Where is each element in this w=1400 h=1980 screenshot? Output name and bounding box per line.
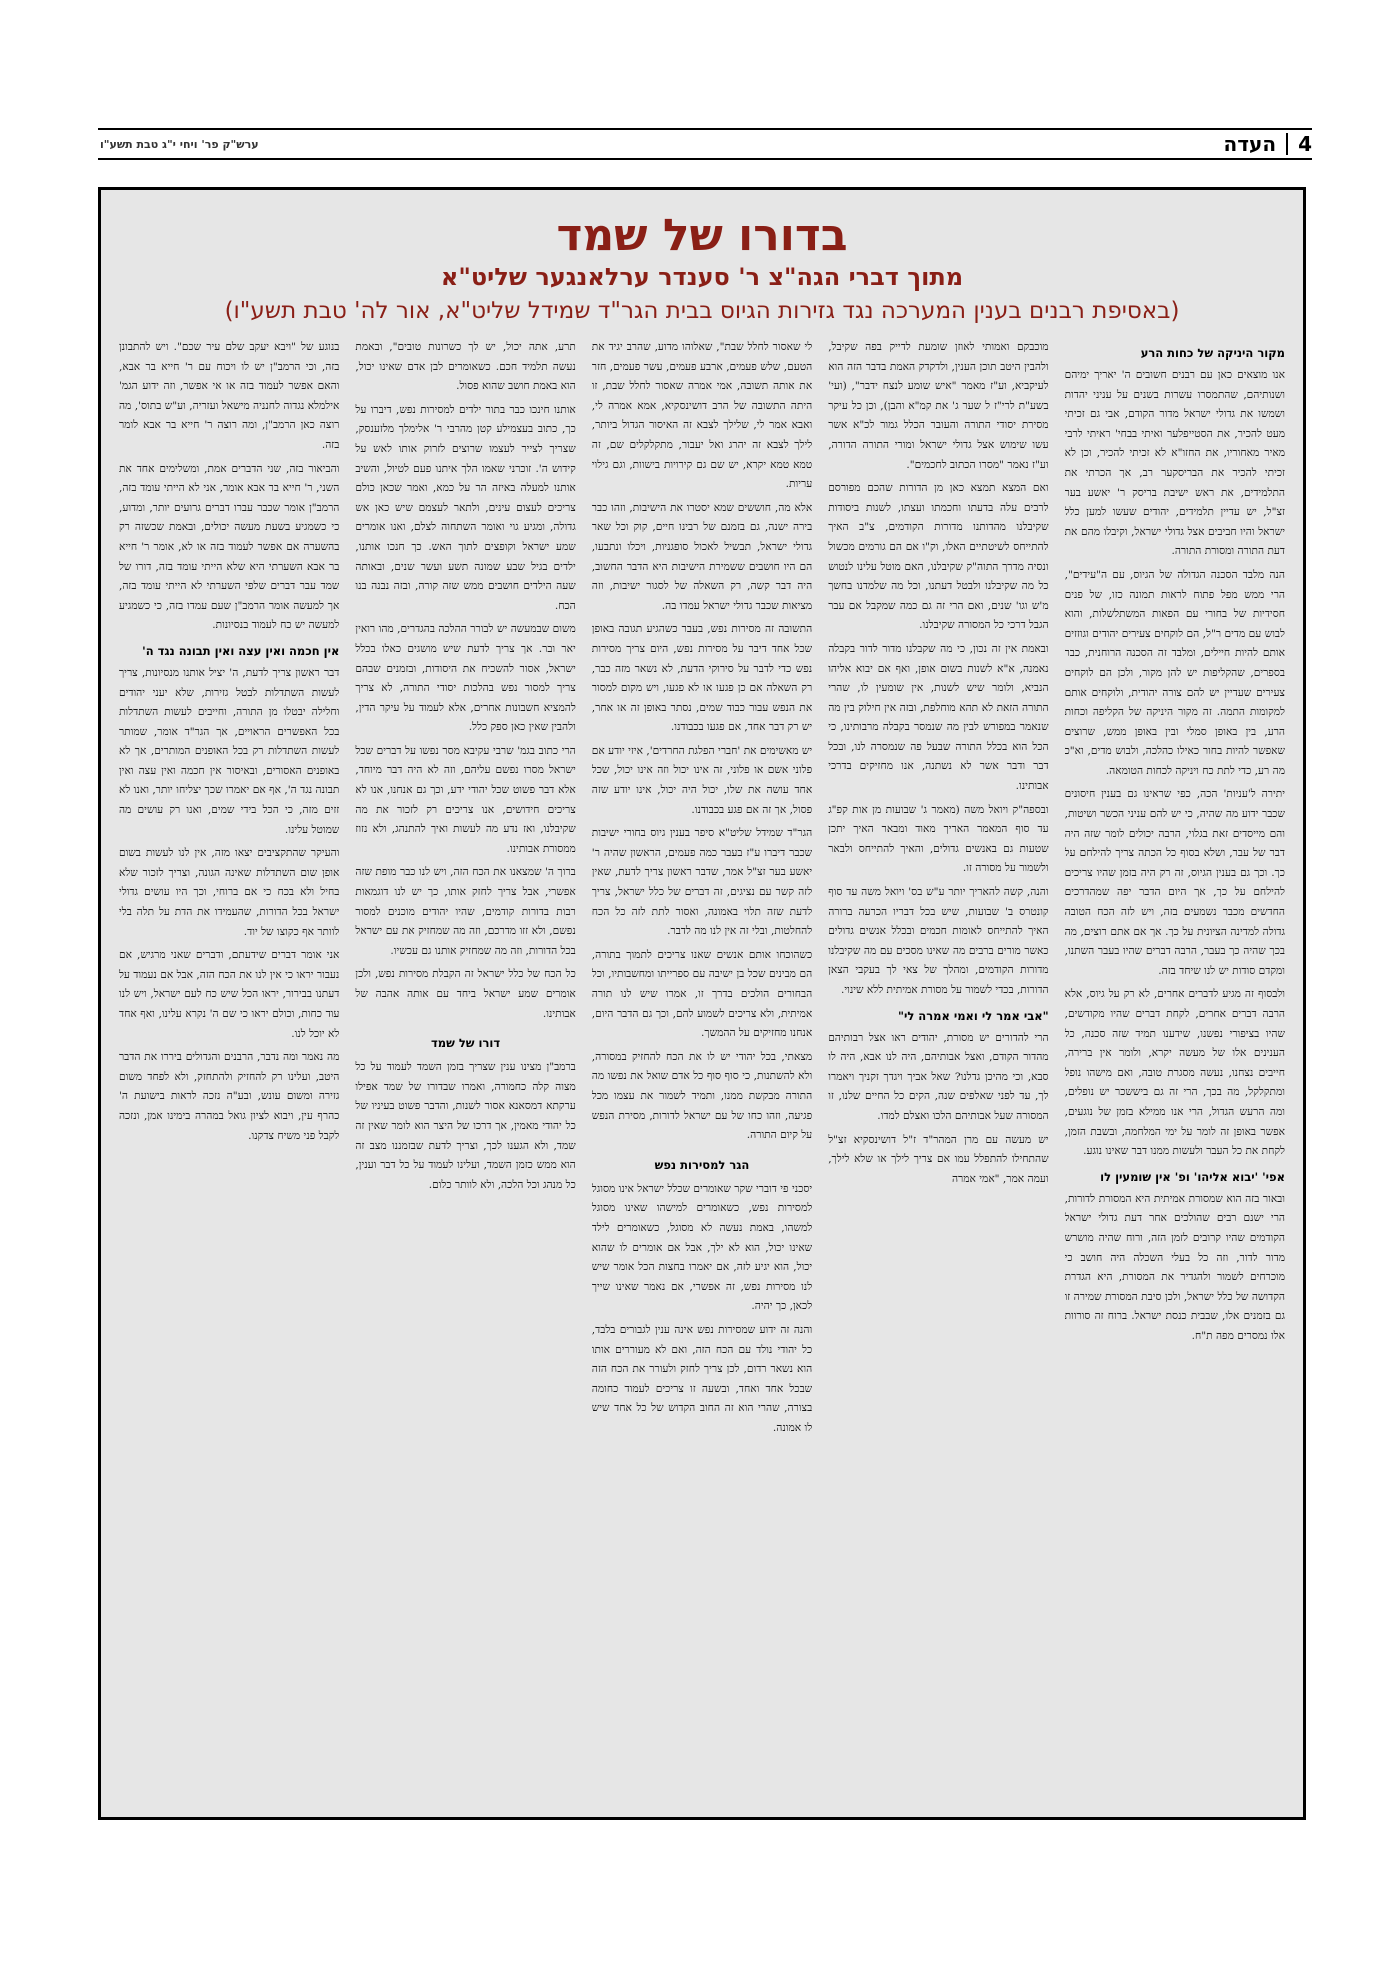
article-body	[119, 338, 1285, 1797]
article-column-2	[828, 338, 1048, 1797]
article-column-4	[355, 338, 575, 1797]
article-paragraph: והנה, קשה להאריך יותר ע"ש בס' ויואל משה עד סוף קונטרס ב' שבועות, שיש בכל דבריו הכרעה ברורה האיך להתייחס לאומות חכמים ובכלל אנשים גדולים כאשר מורים ברבים מה שאינו מסכים עם מה שקיבלנו מדורות הקודמים, ומהלך של צאי לך בעקבי הצאן הדורות, בכדי לשמור על מסורת אמיתית ללא שינוי.	[828, 886, 1049, 996]
article-paragraph: והביאור בזה, שני הדברים אמת, ומשלימים אחד את השני, ר' חייא בר אבא אומר, אני לא הייתי עומד בזה, הרמב"ן אומר שכבר עברו דברים גרועים יותר, ומדוע, כי כשמגיע בשעת מעשה יכולים, ובאמת שכשזה רק בהשערה אם אפשר לעמוד בזה או לא, אומר ר' חייא בר אבא השערתי היא שלא הייתי עומד בזה, דורו של שמד עבר דברים שלפי השערתי לא הייתי עומד בזה, אך למעשה אומר הרמב"ן שעם עמדו בזה, כי כשמגיע למעשה יש כח לעמוד בנסיונות.	[118, 462, 340, 632]
article-paragraph: והנה זה ידוע שמסירות נפש אינה ענין לגבורים בלבד, כל יהודי נולד עם הכח הזה, ואם לא מעוררים אותו הוא נשאר רדום, לכן צריך לחזק ולעורר את הכח הזה שבכל אחד ואחד, ובשעה זו צריכים לעמוד כחומה בצורה, שהרי הוא זה החוב הקדוש של כל אחד שיש לו אמונה.	[591, 1323, 813, 1434]
article-paragraph: ובספה"ק ויואל משה (מאמר ג' שבועות מן אות קפ"ג עד סוף המאמר האריך מאוד ומבאר האיך יתכן שטעות גם באנשים גדולים, והאיך להתייחס ולבאר ולשמור על מסורה זו.	[828, 803, 1049, 875]
article-paragraph: הרי להדורים יש מסורת, יהודים ראו אצל רבותיהם מהדור הקודם, ואצל אבותיהם, היה לנו אבא, היה לו סבא, וכי מהיכן גדלנו? שאל אביך ויגדך זקניך ויאמרו לך, עד לפני שאלפים שנה, הקים כל החיים שלנו, זו המסורה שעל אבותיהם הלכו ואצלם למדו.	[828, 1031, 1049, 1122]
article-paragraph: הרי כתוב בגמ' שרבי עקיבא מסר נפשו על דברים שכל ישראל מסרו נפשם עליהם, וזה לא היה דבר מיוחד, אלא דבר פשוט שכל יהודי ידע, וכך גם אנחנו, אנו לא צריכים חידושים, אנו צריכים רק לזכור את מה שקיבלנו, ואז נדע מה לעשות ואיך להתנהג, ולא נזוז ממסורת אבותינו.	[355, 744, 576, 855]
article-paragraph: הגר"ד שמידל שליט"א סיפר בענין גיוס בחורי ישיבות שכבר דיברו ע"ז בעבר כמה פעמים, הראשון שהיה ר' יאשע בער זצ"ל אמר, שדבר ראשון צריך לדעת, שאין לזה קשר עם נציגים, זה דברים של כלל ישראל, צריך לדעת שזה תלוי באמונה, ואסור לתת לזה כל הכח להחלטות, ובלי זה אין לנו מה לדבר.	[591, 827, 813, 938]
page-number: 4	[1298, 132, 1312, 156]
article-paragraph: יסכני פי דוברי שקר שאומרים שכלל ישראל אינו מסוגל למסירות נפש, כשאומרים למישהו שאינו מסוגל למשהו, באמת נעשה לא מסוגל, כשאומרים לילד שאינו יכול, הוא לא ילך, אבל אם אומרים לו שהוא יכול, הוא יגיע לזה, אם יאמרו בחצות הכל אומר שיש לנו מסירות נפש, זה אפשרי, אם נאמר שאינו שייך לכאן, כך יהיה.	[591, 1182, 813, 1313]
article-paragraph: אנו מוצאים כאן עם רבנים חשובים ה' יאריך ימיהם ושנותיהם, שהתמסרו עשרות בשנים על עניני יהדות ושמשו את גדולי ישראל מדור הקודם, אבי גם זכיתי מעט להכיר, את הסטייפלער ואיתי בבחי' ראיתי לרבי מאיר מאחוריו, את החזו"א לא זכיתי להכיר, וכן לא זכיתי להכיר את הבריסקער רב, אך הכרתי את התלמידים, את ראש ישיבת בריסק ר' יאשע בער זצ"ל, יש עדיין תלמידים, יהודים שעשו למען כלל ישראל והיו חביבים אצל גדולי ישראל, וקיבלו מהם את דעת התורה ומסורת התורה.	[1064, 369, 1285, 558]
article-paragraph: אלא מה, חוששים שמא יסטרו את הישיבות, וזהו כבר בירה ישנה, גם בזמנם של רבינו חיים, קוק וכל שאר גדולי ישראל, תבשיל לאכול סופגניות, ויכלו ונתבעו, הם היו חושבים ששמירת הישיבות היא הדבר החשוב, היה דבר קשה, רק השאלה של לסגור ישיבות, וזה מציאות שכבר גדולי ישראל עמדו בה.	[591, 501, 813, 612]
article-paragraph: ולבסוף זה מגיע לדברים אחרים, לא רק על גיוס, אלא הרבה דברים אחרים, לקחת דברים שהיו מקודשים, שהיו בציפורי נפשנו, שידענו תמיד שזה סכנה, כל הענינים אלו של מעשה יקרא, ולומר אין ברירה, חייבים נצחנו, נעשה מסגרת טובה, ואם מישהו נופל ומתקלקל, מה בכך, הרי זה גם ביששכר יש נופלים, ומה הרעש הגדול, הרי אנו ממילא בזמן של נוגעים, אפשר באופן זה לומר על ימי המלחמה, ובשבת הזמן, לקחת את כל העבר ולעשות ממנו דבר שאינו נוגע.	[1064, 988, 1285, 1158]
article-paragraph: הנה מלבד הסכנה הגדולה של הגיוס, עם ה"עידים", הרי ממש מפל פתוח לראות תמונה כזו, של פנים חסידיות של בחורי עם הפאות המשתלשלות, והוא לבוש עם מדים ר"ל, הם לוקחים צעירים יהודים וגוזזים אותם להיות חיילים, ומלבד זה הסכנה הרוחנית, כבר בספרים, שהקליפות יש להן מקור, ולכן הם לוקחים צעירים שעדיין יש להם צורה יהודית, ולוקחים אותם למקומות התמה. זה מקור היניקה של הקליפה וכחות הרע, בין באופן סמלי ובין באופן ממש, שרוצים שאפשר להיות בחור כאילו כהלכה, ולבוש מדים, וא"כ מה רע, כדי לתת כח ויניקה לכחות הטומאה.	[1064, 568, 1285, 777]
article-frame	[98, 187, 1306, 1820]
issue-date-line: ערש"ק פר' ויחי י"ג טבת תשע"ו	[100, 137, 259, 151]
article-paragraph: כל הכח של כלל ישראל זה הקבלת מסירות נפש, ולכן אומרים שמע ישראל ביחד עם אותה אהבה של אבותינו.	[355, 968, 576, 1020]
masthead-divider	[1286, 133, 1288, 155]
article-paragraph: מה נאמר ומה נדבר, הרבנים והגדולים ביררו את הדבר היטב, ועלינו רק להחזיק ולהתחזק, ולא לפחד משום גזירה ומשום עונש, ובע"ה נזכה לראות בישועת ה' כהרף עין, ויבוא לציון גואל במהרה בימינו אמן, ונזכה לקבל פני משיח צדקנו.	[118, 1051, 340, 1142]
article-paragraph: כשהוכחו אותם אנשים שאנו צריכים לתמוך בתורה, הם מבינים שכל בן ישיבה עם ספרייתו ומחשבותיו, וכל הבחורים הולכים בדרך זו, אמרו שיש לנו תורה אמיתית, ולא צריכים לשמוע להם, וכך גם הדבר היום, אנחנו מחזיקים על ההמשך.	[591, 948, 813, 1040]
article-paragraph: מוכבקם ואמותי לאוזן שומעת לדייק בפה שקיבל, ולהבין היטב תוכן הענין, ולדקדק האמת בדבר הזה הוא לעיקביא, וע"ז מאמר "איש שומע לנצח ידבר", (ועי' בשע"ת לרי"ז ל שער ג' את קמ"א והבן), וכן כל עיקר מסירת יסודי התורה והעובר הכלל גמור לכ"א אשר עשו שימוש אצל גדולי ישראל ומורי התורה הדורה, וע"ז נאמר "מסרו הכתוב לחכמים".	[828, 341, 1049, 471]
page-header	[98, 128, 1312, 160]
section-heading: מקור היניקה של כחות הרע	[1140, 346, 1285, 360]
section-heading: אפי' 'יבוא אליהו' ופ' אין שומעין לו	[1100, 1169, 1285, 1184]
article-paragraph: דבר ראשון צריך לדעת, ה' יציל אותנו מנסיונות, צריך לעשות השתדלות לבטל גזירות, שלא יעני יהודים וחלילה יבטלו מן התורה, וחייבים לעשות השתדלות בכל האפשרים הראויים, אך הגר"ד אומר, שמותר לעשות השתדלות רק בכל האופנים המותרים, אך לא באופנים האסורים, ובאיסור אין חכמה ואין עצה ואין תבונה נגד ה', אף אם יאמרו שכך יצליחו יותר, ואנו לא זזים מזה, כי הכל בידי שמים, ואנו רק עושים מה שמוטל עלינו.	[118, 666, 340, 836]
article-paragraph: יש מאשימים את 'חברי הפלגת החרדים', איזי יודע אם פלוני אשם או פלוני, זה אינו יכול וזה אינו יכול, שכל אחד עושה את שלו, יכול היה יכול, אינו יודע שזה פסול, אך זה אם פגע בכבודנו.	[591, 744, 813, 816]
article-paragraph: והעיקר שהתקציבים יצאו מזה, אין לנו לעשות בשום אופן שום השתדלות שאינה הגונה, וצריך לזכור שלא בחיל ולא בכח כי אם ברוחי, וכך היו עושים גדולי ישראל בכל הדורות, שהעמידו את הדת על תלה בלי לוותר אף כקוצו של יוד.	[118, 847, 340, 938]
article-column-5	[119, 338, 339, 1797]
article-subtitle: מתוך דברי הגה"צ ר' סענדר ערלאנגער שליט"א	[440, 263, 964, 291]
section-heading: הגר למסירות נפש	[654, 1157, 750, 1172]
article-paragraph: אותנו חינכו כבר בתור ילדים למסירות נפש, דיברו על כך, כתוב בעצמילע קטן מהרבי ר' אלימלך מלזענסק, שצריך לצייר לעצמו שרוצים לזרוק אותו לאש על קידוש ה'. זוכרני שאמו הלך איתנו פעם לטיול, והשיב אותנו למעלה באיזה הר על כמא, ואמר שכאן כולם צריכים לעצום עינים, ולתאר לעצמם שיש כאן אש גדולה, ומגיע גוי ואומר השתחוה לצלם, ואנו אומרים שמע ישראל וקופצים לתוך האש. כך חנכו אותנו, ילדים בגיל שבע שמונה תשע ועשר שנים, ובאותה שעה הילדים חושבים ממש שזה קורה, ובזה נבנה בנו הכח.	[355, 403, 576, 612]
section-heading: "אבי אמר לי ואמי אמרה לי"	[897, 1008, 1049, 1023]
article-column-1	[1065, 338, 1285, 1797]
article-paragraph: ואם המצא תמצא כאן מן הדורות שהכם מפורסם לרבים עלה בדעתו וחכמתו ועצתו, לשנות ביסודות שקיבלנו מהדותנו מדורות הקודמים, צ"ב האיך להתייחס לשיטתיים האלו, וק"ו אם הם גורמים מכשול ונסיה מדרך התוה"ק שקיבלנו, האם מוטל עלינו לנטוש כל מה שקיבלנו ולבטל דעתנו, וכל מה שלמדנו בחשך מ'ש וגו' שנים, ואם הרי זה גם כמה שמקבל אם עבר הגבל דרכי כל המסורה שקיבלנו.	[828, 482, 1049, 632]
article-paragraph: ובאור בזה הוא שמסורת אמיתית היא המסורת לדורות, הרי ישנם רבים שהולכים אחר דעת גדולי ישראל הקודמים שהיו קרובים לזמן הזה, ורוח שהיה מושרש מדור לדור, וזה כל בעלי השכלה היה חושב כי מוכרחים לשמור ולהגדיר את המסורת, היא הגדרת הקדושה של כלל ישראל, ולכן סיבת המסורת שמירה זו גם בזמנים אלו, שבבית כנסת ישראל. ברוח זה סורוות אלו נמסרים מפה ת"ח.	[1064, 1192, 1285, 1342]
article-headings	[101, 210, 1303, 330]
article-column-3	[592, 338, 812, 1797]
article-paragraph: ברוך ה' שמצאנו את הכח הזה, ויש לנו כבר מופת שזה אפשרי, אבל צריך לחזק אותו, כך יש לנו דוגמאות רבות בדורות קודמים, שהיו יהודים מוכנים למסור נפשם, ולא זזו מדרכם, וזה מה שמחזיק את עם ישראל בכל הדורות, וזה מה שמחזיק אותנו גם עכשיו.	[355, 866, 576, 957]
article-paragraph: ברמב"ן מצינו ענין שצריך בזמן השמד לעמוד על כל מצוה קלה כחמורה, ואמרו שבדורו של שמד אפילו ערקתא דמסאנא אסור לשנות, והדבר פשוט בעיניו של כל יהודי מאמין, אך דרכו של היצר הוא לומר שאין זה שמד, ולא הגענו לכך, וצריך לדעת שבזמננו מצב זה הוא ממש כזמן השמד, ועלינו לעמוד על כל דבר וענין, כל מנהג וכל הלכה, ולא לוותר כלום.	[355, 1061, 576, 1191]
article-paragraph: התשובה זה מסירות נפש, בעבר כשהגיע תגובה באופן שכל אחד דיבר על מסירות נפש, היום צריך מסירות נפש כדי לדבר על סירוקי הדעת, לא נשאר מזה כבר, רק השאלה אם כן פגעו או לא פגעו, ויש מקום למסור את הנפש עבור כבוד שמים, נסתר באופן זה או אחר, יש רק דבר אחד, אם פגעו בכבודנו.	[591, 623, 813, 734]
newspaper-logo: העדה	[1223, 132, 1277, 156]
article-paragraph: בנוגע של "ויבא יעקב שלם עיר שכם". ויש להתבונן בזה, וכי הרמב"ן יש לו ויכוח עם ר' חייא בר אבא, והאם אפשר לעמוד בזה או אי אפשר, וזה ידוע הגמ' אילמלא נגדוה לחנניה מישאל ועזריה, וע"ש בתוס', מה רוצה כאן הרמב"ן, ומה רוצה ר' חייא בר אבא לומר בזה.	[118, 341, 340, 451]
article-paragraph: יש מעשה עם מרן המהר"ד ז"ל דושינסקיא זצ"ל שהתחילו להתפלל עמו אם צריך לילך או שלא לילך, ועמה אמר, "אמי אמרה	[828, 1133, 1049, 1185]
article-paragraph: משום שבמעשה יש לבורר ההלכה בהגדרים, מהו רואין יאר ובר. אך צריך לדעת שיש מושגים כאלו בכלל ישראל, אסור להשכיח את היסודות, ובזמנים שבהם צריך למסור נפש בהלכות יסודי התורה, לא צריך להמציא חשבונות אחרים, אלא לעמוד על עיקר הדין, ולהבין שאין כאן ספק כלל.	[355, 623, 576, 734]
masthead	[1224, 132, 1312, 156]
section-heading: אין חכמה ואין עצה ואין תבונה נגד ה'	[142, 643, 340, 658]
article-context: (באסיפת רבנים בענין המערכה נגד גזירות הגיוס בבית הגר"ד שמידל שליט"א, אור לה' טבת תשע"ו)	[224, 298, 1180, 324]
article-paragraph: אני אומר דברים שידעתם, ודברים שאני מרגיש, אם נעבור יראו כי אין לנו את הכח הזה, אבל אם נעמוד על דעתנו בבירור, יראו הכל שיש כח לעם ישראל, ויש לנו עוד כחות, וכולם יראו כי שם ה' נקרא עלינו, ואף אחד לא יוכל לנו.	[118, 949, 340, 1040]
article-paragraph: מצאתי, בכל יהודי יש לו את הכח להחזיק במסורה, ולא להשתנות, כי סוף סוף כל אדם שואל את נפשו מה התורה מבקשת ממנו, ותמיד לשמור את עצמו מכל פגיעה, וזהו כחו של עם ישראל לדורות, מסירת הנפש על קיום התורה.	[591, 1050, 813, 1142]
section-heading: דורו של שמד	[431, 1036, 501, 1051]
article-paragraph: ובאמת אין זה נכון, כי מה שקבלנו מדור לדור בקבלה נאמנה, א"א לשנות בשום אופן, ואף אם יבוא אליהו הנביא, ולומר שיש לשנות, אין שומעין לו, שהרי התורה הזאת לא תהא מוחלפת, ובזה אין חילוק בין מה שנאמר במפורש לבין מה שנמסר בקבלה מרבותינו, כי הכל הוא בכלל התורה שבעל פה שנמסרה לנו, ובכל דבר ודבר אשר לא נשתנה, אנו מחזיקים בדרכי אבותינו.	[828, 642, 1049, 793]
article-paragraph: תרע, אתה יכול, יש לך כשרונות טובים", ובאמת נעשה תלמיד חכם. כשאומרים לבן אדם שאינו יכול, הוא באמת חושב שהוא פסול.	[355, 341, 576, 393]
article-paragraph: לי שאסור לחלל שבת", שאלוהו מדוע, שהרב יגיד את הטעם, שלש פעמים, ארבע פעמים, עשר פעמים, חזר את אותה תשובה, אמי אמרה שאסור לחלל שבת, זו היתה התשובה של הרב דושינסקיא, אמא אמרה לי, ואבא אמר לי, שלילך לצבא זה האיסור הגדול ביותר, לילך לצבא זה יהרג ואל יעבור, מתקלקלים שם, זה טמא טמא יקרא, יש שם גם קירויות בישוות, וגם גילוי עריות.	[591, 341, 813, 491]
article-paragraph: יתירה ל'עניות' הכה, כפי שראינו גם בענין חיסונים שכבר ידוע מה שהיה, כי יש להם עניני הכשר ושיטות, והם מייסדים זאת בגלוי, הרבה יכולים לומר שזה היה דבר של עבר, ושלא בסוף כל הכתה צריך להילחם על כך. וכך גם בענין הגיוס, זה רק היה בזמן שהיו צריכים להילחם על כך, אך היום הדבר יפה שמהדרכים החדשים מכבר נשמעים בזה, ויש לזה הכח הטובה גדולה למדינה הציונית על כך. אך אם אתם רוצים, מה בכך שהיה כך בעבר, הרבה דברים שהיו בעבר השתנו, ומקדם סודות יש לנו שיחד בזה.	[1064, 788, 1285, 977]
article-title: בדורו של שמד	[556, 210, 848, 261]
